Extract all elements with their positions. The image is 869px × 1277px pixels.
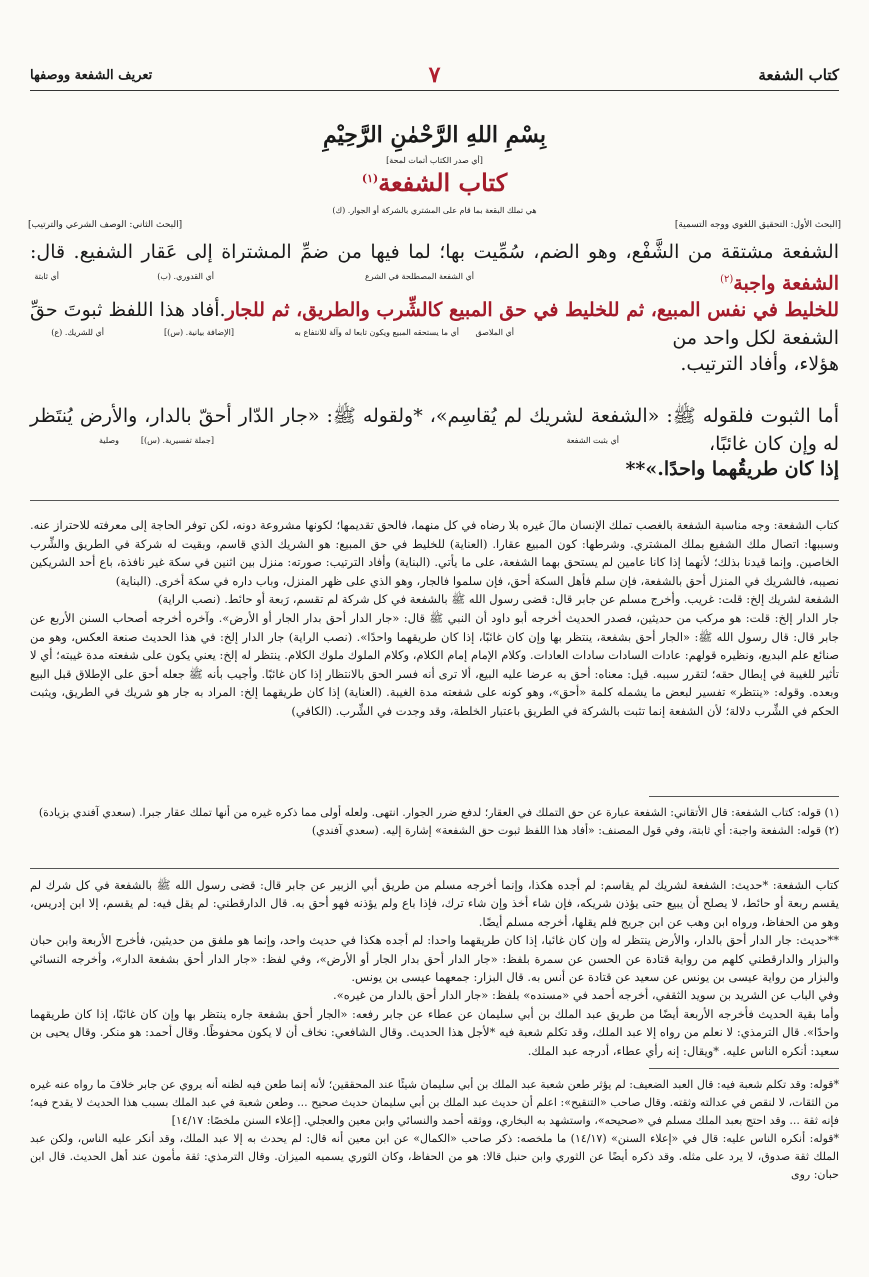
main-line-2 (30, 296, 839, 352)
footnotes-block (30, 804, 839, 839)
bracket-note-left: [البحث الثاني: الوصف الشرعي والترتيب] (28, 220, 183, 230)
commentary-paragraph: كتاب الشفعة: وجه مناسبة الشفعة بالغصب تملك الإنسان مالَ غيره بلا رضاه في كل منهما، فالحق تقديمها؛ لكونها مشروعة دونه، لكن توفر الحاجة إلى معرفته للاحتراز عنه. وسببها: اتصال ملك الشفيع بملك المشتري. وشرطها: كون المبيع عقارا. (العناية) للخليط في حق المبيع: هو الشريك الذي قاسم، وبقيت له شركة في الطريق والشِّرب الخاصين. وإنما قيدنا بذلك؛ لأنهما إذا كانا عامين لم يستحق بهما الشفعة، على ما يأتي. (البناية) وأفاد الترتيب: صورته: منزل بين اثنين في سكة غير نافذة، باع أحد الشريكين نصيبه، فالشريك في المنزل أحق بالشفعة، فإن سلم فأهل السكة أحق، فإن سلموا فالجار، وهو الذي على ظهر المنزل، وباب داره في سكة أخرى. (البناية) (30, 518, 839, 588)
takhrij-paragraph: كتاب الشفعة: *حديث: الشفعة لشريك لم يقاسم: لم أجده هكذا، وإنما أخرجه مسلم من طريق أبي الزبير عن جابر قال: قضى رسول الله ﷺ بالشفعة في كل شرك لم يقسم ربعة أو حائط، لا يصلح أن يبيع حتى يؤذن شريكه، فإن شاء أخذ وإن شاء ترك، فإذا باع ولم يؤذنه فهو أحق به. قال الدارقطني: لم يقل فيه: لم يقسم، إلا ابن إدريس، وهو من الحفاظ، ورواه ابن وهب عن ابن جريج فلم يقلها، أخرجه مسلم أيضًا. (30, 878, 839, 929)
divider-footnotes (649, 796, 839, 797)
gloss-4c: أي بثبت الشفعة (566, 436, 619, 445)
running-header (30, 62, 839, 91)
divider-main (30, 500, 839, 501)
main-line-3: هؤلاء، وأفاد الترتيب. (680, 353, 839, 375)
takhrij-paragraph: **حديث: جار الدار أحق بالدار، والأرض ينتظر له وإن كان غائبا، إذا كان طريقهما واحدا: لم أجده هكذا في حديث واحد، وإنما هو ملفق من حديثين، فأخرج الأربعة وابن حبان والبزار والدارقطني كلهم من رواية قتادة عن الحسن عن سمرة بلفظ: «جار الدار أحق بدار الجار أو الأرض»، وفي لفظ: «جار الدار أحق بشفعة الدار»، وأخرجه النسائي والبزار من رواية عيسى بن يونس عن سعيد عن قتادة عن أنس به. قال البزار: جمعهما عيسى بن يونس. (30, 933, 839, 985)
divider-takhrij (30, 868, 839, 869)
commentary-paragraph: جار الدار إلخ: قلت: هو مركب من حديثين، فصدر الحديث أخرجه أبو داود أن النبي ﷺ قال: «جار الدار أحق بدار الجار أو الأرض». وآخره أخرجه أصحاب السنن الأربع عن جابر قال: قال رسول الله ﷺ: «الجار أحق بشفعة، ينتظر بها وإن كان غائبًا، إذا كان طريقهما واحدًا». (نصب الراية) جار الدار إلخ: في هذا الحديث صنعة العكس، وهو من صنائع علم البديع، ونظيره قولهم: عادات السادات سادات العادات. وكلام الإمام إمام الكلام، وكلام الملوك ملوك الكلام. ينتظر له إلخ: يعني يكون على شفعته مدة غيبته؛ أي لا تأثير للغيبة في إبطال حقه؛ لتقرر سببه. قيل: معناه: أحق به عرضا عليه البيع، ألا ترى أنه فسر الحق بالانتظار إذا كان غائبًا. وأجيب بأنه ﷺ جعله أحق على الإطلاق قبل البيع وبعده. وقوله: «ينتظر» تفسير لبعض ما يشمله كلمة «أحق»، وهو كونه على شفعته مدة الغيبة. (العناية) إذا كان طريقهما إلخ: المراد به جار هو شريك في الطريق، ويثبت الحكم في الشِّرب دلالة؛ لأن الشفعة إنما تثبت بالشركة في الطريق باعتبار الخلطة، وقد وجدت في الشِّرب. (الكافي) (30, 610, 839, 718)
title-gloss: هي تملك البقعة بما قام على المشتري بالشركة أو الجوار. (ك) (332, 206, 537, 215)
takhrij-block (30, 876, 839, 1060)
bottom-note: *قوله: وقد تكلم شعبة فيه: قال العبد الضعيف: لم يؤثر طعن شعبة عبد الملك بن أبي سليمان شيئًا عند المحققين؛ لأنه إنما طعن فيه لظنه أنه يروي عن جابر خلافَ ما رواه عنه غيره من الثقات، لا لنقص في عدالته وثقته. وقال صاحب «التنقيح»: اعلم أن حديث عبد الملك بن أبي سليمان حديث صحيح ... وطعن شعبة في عبد الملك بسبب هذا الحديث لا يقدح فيه؛ فإنه ثقة ... وقد احتج بعبد الملك مسلم في «صحيحه»، واستشهد به البخاري، ووثقه أحمد والنسائي وابن معين والعجلي. [إعلاء السنن ملخصًا: ١٤/١٧] (30, 1078, 839, 1127)
main-line-1-text: الشفعة مشتقة من الشَّفْع، وهو الضم، سُمِّيت بها؛ لما فيها من ضمِّ المشتراة إلى عَقار الشفيع. قال: (30, 241, 839, 263)
takhrij-paragraph: وأما بقية الحديث فأخرجه الأربعة أيضًا من طريق عبد الملك بن أبي سليمان عن عطاء عن جابر رفعه: «الجار أحق بشفعة جاره ينتظر بها وإن كان غائبًا، إذا كان طريقهما واحدًا». قال الترمذي: لا نعلم من رواه إلا عبد الملك، وقد تكلم شعبة فيه *لأجل هذا الحديث. وقال الشافعي: نخاف أن لا يكون محفوظًا. وقال أحمد: هو منكر. وقال يحيى بن سعيد: أنكره الناس عليه. *ويقال: إنه رأي عطاء، أدرجه عبد الملك. (30, 1006, 839, 1058)
bracket-note-right: [البحث الأول: التحقيق اللغوي ووجه التسمية] (674, 220, 841, 230)
footnote: (٢) قوله: الشفعة واجبة: أي ثابتة، وفي قول المصنف: «أفاد هذا اللفظ ثبوت حق الشفعة» إشارة إليه. (سعدي آفندي) (311, 823, 839, 837)
header-section-title: تعريف الشفعة ووصفها (30, 68, 153, 83)
gloss-2a: أي الملاصق (475, 328, 514, 337)
gloss-2d: أي للشريك. (ع) (51, 328, 104, 337)
book-title-ref: (١) (361, 172, 379, 185)
header-book-title: كتاب الشفعة (758, 66, 839, 84)
main-line-4: أما الثبوت فلقوله ﷺ: «الشفعة لشريك لم يُقاسِم»، *ولقوله ﷺ: «جار الدّار أحقّ بالدار، والأرض يُنتَظر له وإن كان غائبًا، (30, 405, 839, 455)
main-line-1 (30, 238, 839, 297)
basmala: بِسْمِ اللهِ الرَّحْمٰنِ الرَّحِيْمِ (322, 122, 547, 148)
top-note: [أي صدر الكتاب أتمات لمحة] (386, 156, 483, 165)
main-line-2-highlight: للخليط في نفس المبيع، ثم للخليط في حق المبيع كالشِّرب والطريق، ثم للجار (225, 299, 839, 321)
takhrij-paragraph: وفي الباب عن الشريد بن سويد الثقفي، أخرجه أحمد في «مسنده» بلفظ: «جار الدار أحق بالدار من غيره». (333, 988, 839, 1003)
book-title (0, 168, 869, 197)
commentary-block (30, 516, 839, 721)
commentary-paragraph: الشفعة لشريك إلخ: قلت: غريب. وأخرج مسلم عن جابر قال: قضى رسول الله ﷺ بالشفعة في كل شركة لم تقسم، رَبعة أو حائط. (نصب الراية) (157, 592, 839, 607)
page-number: ٧ (428, 62, 441, 88)
gloss-2c: [الإضافة بيانية. (س)] (163, 328, 234, 337)
main-line-2-text: .أفاد هذا اللفظ ثبوتَ حقِّ الشفعة لكل واحد من (30, 299, 839, 349)
gloss-1c: أي ثابتة (34, 272, 59, 281)
gloss-4b: [جملة تفسيرية. (س)] (140, 436, 214, 445)
gloss-1b: أي القدوري. (ب) (157, 272, 214, 281)
main-line-1-ref: (٢) (720, 274, 734, 285)
divider-bottom-notes (649, 1068, 839, 1069)
main-line-5: إذا كان طريقُهما واحدًا.»** (625, 458, 839, 480)
main-line-1-highlight: الشفعة واجبة (733, 272, 839, 295)
gloss-4a: وصلية (98, 436, 119, 445)
bottom-note: *قوله: أنكره الناس عليه: قال في «إعلاء السنن» (١٤/١٧) ما ملخصه: ذكر صاحب «الكمال» عن ابن معين أنه قال: لم يحدث به إلا عبد الملك، وقد أنكر عليه الناس، ولكن عبد الملك ثقة صدوق، لا يرد على مثله. وقد ذكره أيضًا عن الثوري وابن حنبل قالا: هو من الحفاظ، وكان الثوري يسميه الميزان. وقال الترمذي: ثقة مأمون عند أهل الحديث. قال ابن حبان: روى (30, 1132, 840, 1181)
bottom-notes-block (30, 1076, 839, 1184)
book-title-text: كتاب الشفعة (378, 168, 508, 197)
gloss-1a: أي الشفعة المصطلحة في الشرع (364, 272, 474, 281)
gloss-2b: أي ما يستحقه المبيع ويكون تابعا له وآلة للانتفاع به (294, 328, 459, 337)
footnote: (١) قوله: كتاب الشفعة: قال الأتقاني: الشفعة عبارة عن حق التملك في العقار؛ لدفع ضرر الجوار. انتهى. ولعله أولى مما ذكره غيره من أنها تملك عقار جبرا. (سعدي آفندي بزيادة) (38, 806, 839, 819)
